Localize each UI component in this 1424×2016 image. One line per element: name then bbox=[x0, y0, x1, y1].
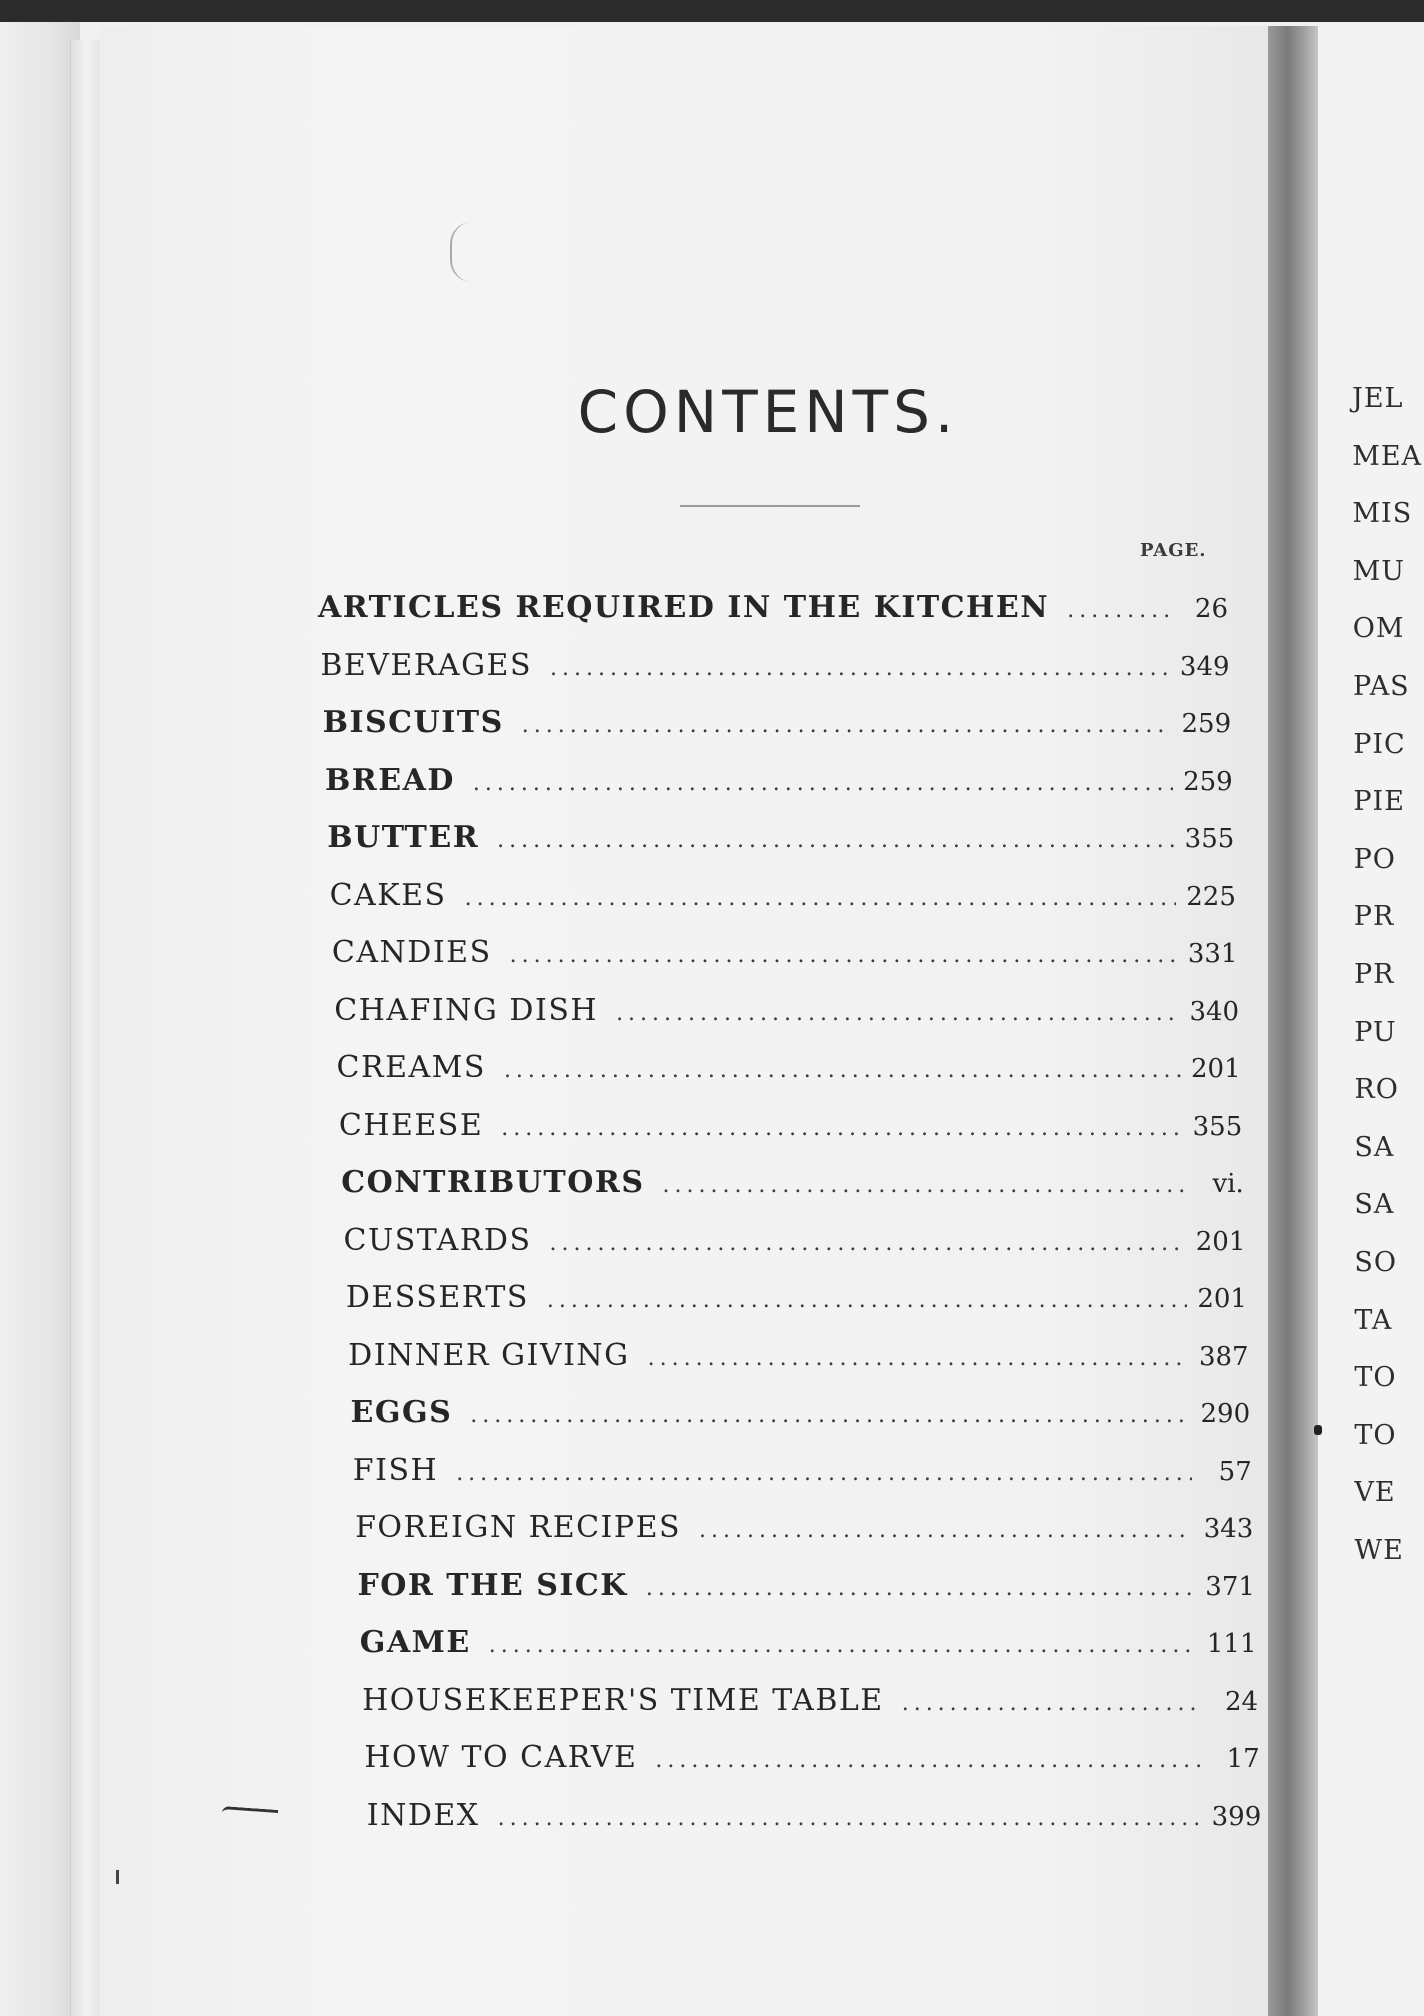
toc-entry-label: HOW TO CARVE bbox=[364, 1740, 638, 1775]
facing-page-entry: MEA bbox=[1352, 440, 1423, 472]
toc-entry-label: BREAD bbox=[324, 762, 455, 798]
toc-entry-page-number: 57 bbox=[1218, 1456, 1252, 1487]
toc-entry-label: FOR THE SICK bbox=[357, 1567, 628, 1603]
toc-entry-label: CUSTARDS bbox=[343, 1222, 532, 1258]
page-column-label: PAGE. bbox=[1140, 540, 1207, 561]
toc-entry-page-number: 355 bbox=[1184, 824, 1235, 854]
toc-entry-page-number: 340 bbox=[1189, 996, 1240, 1027]
toc-entry-label: FOREIGN RECIPES bbox=[355, 1510, 682, 1545]
dot-leader bbox=[550, 1231, 1186, 1256]
toc-entry-page-number: 387 bbox=[1198, 1341, 1249, 1372]
toc-entry bbox=[337, 1050, 1241, 1094]
toc-entry bbox=[334, 993, 1239, 1037]
dot-leader bbox=[497, 828, 1174, 853]
toc-entry-label: CREAMS bbox=[336, 1050, 486, 1085]
facing-page-entry: TO bbox=[1354, 1419, 1397, 1451]
toc-entry bbox=[318, 590, 1228, 634]
dot-leader bbox=[473, 771, 1173, 796]
toc-entry bbox=[327, 820, 1234, 864]
toc-entry-label: DINNER GIVING bbox=[348, 1337, 630, 1373]
toc-entry-page-number: 26 bbox=[1194, 594, 1228, 624]
facing-page-entry: PR bbox=[1353, 901, 1395, 933]
dot-leader bbox=[902, 1691, 1198, 1716]
toc-entry bbox=[362, 1683, 1258, 1727]
dot-leader bbox=[522, 713, 1171, 738]
toc-entry-label: CANDIES bbox=[331, 935, 492, 970]
toc-entry bbox=[348, 1338, 1248, 1382]
toc-entry-page-number: 349 bbox=[1179, 651, 1230, 682]
toc-entry bbox=[325, 763, 1233, 807]
toc-entry bbox=[332, 935, 1238, 979]
facing-page-entry: RO bbox=[1354, 1074, 1399, 1106]
facing-page-entry: PIE bbox=[1353, 786, 1405, 818]
facing-page-entry: PR bbox=[1354, 959, 1395, 990]
facing-page-entry: TO bbox=[1354, 1362, 1397, 1394]
toc-entry bbox=[323, 705, 1232, 749]
facing-page-entry: TA bbox=[1354, 1304, 1393, 1336]
facing-page-entry: MU bbox=[1352, 555, 1405, 587]
dot-leader bbox=[547, 1288, 1187, 1313]
dot-leader bbox=[655, 1748, 1199, 1773]
toc-entry-label: CHAFING DISH bbox=[334, 992, 599, 1028]
toc-entry-page-number: 399 bbox=[1211, 1801, 1262, 1832]
dot-leader bbox=[662, 1173, 1183, 1198]
facing-page-entry: WE bbox=[1354, 1535, 1404, 1566]
toc-entry-page-number: 111 bbox=[1206, 1629, 1257, 1659]
toc-entry bbox=[367, 1798, 1262, 1842]
toc-entry-label: FISH bbox=[352, 1452, 439, 1488]
toc-entry-label: BISCUITS bbox=[322, 705, 504, 740]
toc-entry bbox=[341, 1165, 1244, 1209]
toc-entry-label: INDEX bbox=[366, 1797, 480, 1833]
toc-entry-label: CHEESE bbox=[338, 1107, 484, 1143]
dot-leader bbox=[699, 1518, 1193, 1543]
facing-page-entry: VE bbox=[1354, 1477, 1396, 1509]
facing-page-entry: SA bbox=[1354, 1189, 1395, 1221]
toc-entry bbox=[339, 1108, 1242, 1152]
facing-page-entry: JEL bbox=[1352, 383, 1404, 414]
toc-entry bbox=[353, 1453, 1252, 1497]
facing-page-entry: SA bbox=[1354, 1131, 1395, 1163]
dot-leader bbox=[456, 1461, 1192, 1486]
toc-entry-page-number: 290 bbox=[1200, 1399, 1251, 1429]
toc-entry-page-number: 259 bbox=[1183, 766, 1233, 797]
toc-entry-label: BUTTER bbox=[327, 820, 480, 855]
toc-entry-label: CONTRIBUTORS bbox=[341, 1165, 645, 1200]
toc-entry bbox=[346, 1280, 1247, 1324]
dot-leader bbox=[648, 1346, 1189, 1371]
toc-entry-page-number: vi. bbox=[1212, 1169, 1244, 1199]
toc-entry bbox=[320, 648, 1229, 692]
toc-entry bbox=[357, 1568, 1254, 1612]
faint-bracket-mark bbox=[450, 222, 472, 282]
toc-entry-page-number: 343 bbox=[1203, 1514, 1254, 1544]
toc-entry-label: HOUSEKEEPER'S TIME TABLE bbox=[362, 1682, 884, 1718]
facing-page-entry: PU bbox=[1354, 1016, 1397, 1048]
facing-page-entry: PO bbox=[1353, 843, 1396, 875]
toc-entry-page-number: 17 bbox=[1226, 1744, 1260, 1774]
dot-leader bbox=[504, 1058, 1181, 1083]
toc-entry-page-number: 201 bbox=[1191, 1054, 1241, 1084]
toc-entry-label: EGGS bbox=[350, 1395, 453, 1430]
dot-leader bbox=[510, 943, 1178, 968]
page-title: CONTENTS. bbox=[577, 378, 959, 446]
toc-entry bbox=[364, 1740, 1259, 1784]
toc-entry-label: BEVERAGES bbox=[320, 647, 532, 683]
dot-leader bbox=[465, 886, 1176, 911]
toc-entry bbox=[344, 1223, 1246, 1267]
toc-entry bbox=[350, 1395, 1250, 1439]
toc-entry bbox=[355, 1510, 1253, 1554]
dot-leader bbox=[470, 1403, 1190, 1428]
page-speck bbox=[1314, 1425, 1322, 1435]
toc-entry-label: DESSERTS bbox=[345, 1280, 529, 1315]
toc-entry-label: CAKES bbox=[329, 877, 447, 913]
dot-leader bbox=[1067, 598, 1168, 623]
toc-entry-page-number: 331 bbox=[1187, 939, 1238, 969]
dot-leader bbox=[489, 1633, 1197, 1658]
facing-page-entry: OM bbox=[1352, 613, 1405, 645]
facing-page-entry: SO bbox=[1354, 1247, 1398, 1278]
margin-speck bbox=[116, 1870, 119, 1884]
toc-entry-label: ARTICLES REQUIRED IN THE KITCHEN bbox=[318, 590, 1050, 625]
toc-entry-page-number: 201 bbox=[1195, 1226, 1246, 1257]
toc-entry bbox=[360, 1625, 1257, 1669]
toc-entry-page-number: 225 bbox=[1186, 881, 1236, 912]
dot-leader bbox=[498, 1806, 1202, 1831]
toc-entry-page-number: 355 bbox=[1192, 1111, 1243, 1142]
toc-entry-page-number: 371 bbox=[1205, 1571, 1255, 1602]
toc-entry-label: GAME bbox=[359, 1625, 471, 1660]
dot-leader bbox=[550, 656, 1170, 681]
toc-entry-page-number: 201 bbox=[1197, 1284, 1247, 1314]
toc-entry bbox=[330, 878, 1236, 922]
toc-entry-page-number: 259 bbox=[1181, 709, 1232, 739]
toc-entry-page-number: 24 bbox=[1225, 1686, 1259, 1717]
dot-leader bbox=[501, 1116, 1182, 1141]
dot-leader bbox=[616, 1001, 1179, 1026]
dot-leader bbox=[646, 1576, 1195, 1601]
facing-page-entry: PAS bbox=[1353, 671, 1410, 702]
facing-page-entry: MIS bbox=[1352, 498, 1413, 530]
facing-page-entry: PIC bbox=[1353, 728, 1406, 760]
